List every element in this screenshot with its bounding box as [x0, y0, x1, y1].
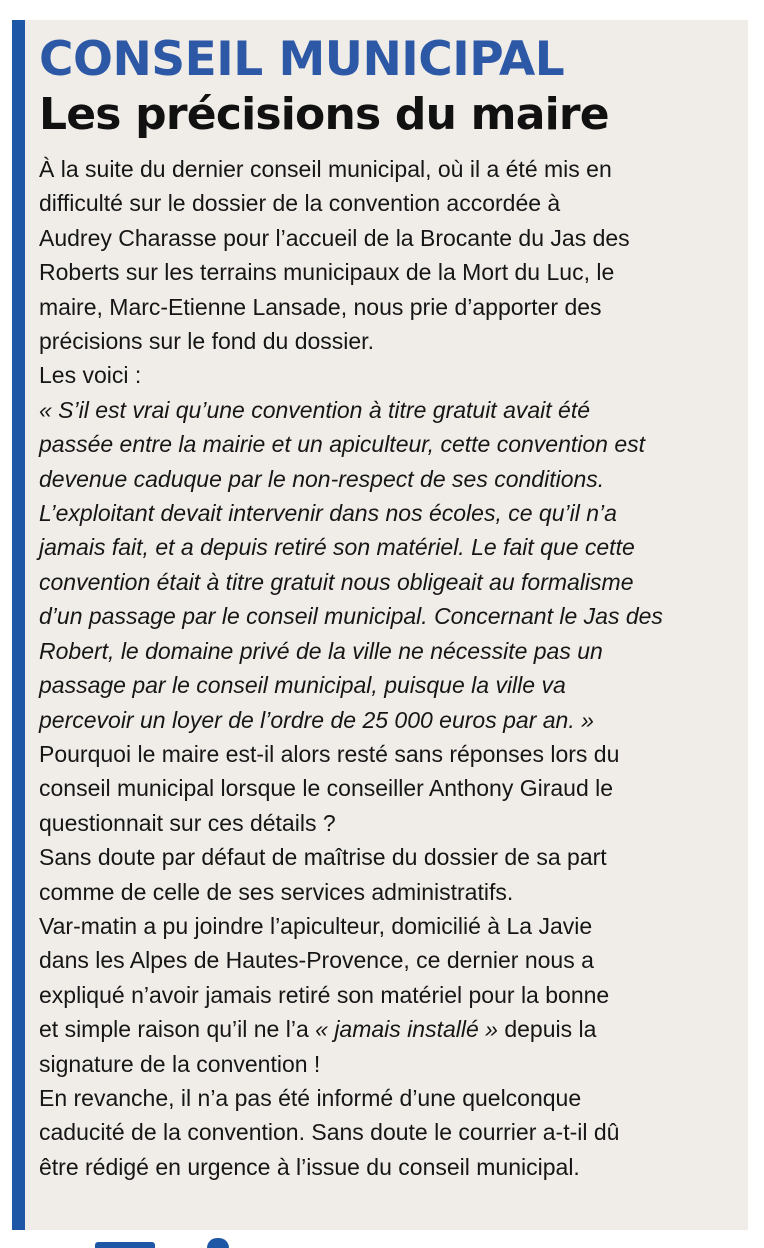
fragment-shape	[95, 1242, 155, 1248]
body-line: caducité de la convention. Sans doute le courrier a-t-il dû	[39, 1119, 620, 1146]
body-line: Sans doute par défaut de maîtrise du dossier de sa part	[39, 844, 607, 871]
body-line: Var-matin a pu joindre l’apiculteur, domicilié à La Javie	[39, 912, 593, 939]
next-article-fragment	[95, 1236, 245, 1248]
body-line: maire, Marc-Etienne Lansade, nous prie d’apporter des	[39, 293, 602, 320]
quote-line: passée entre la mairie et un apiculteur, cette convention est	[39, 431, 646, 458]
quote-line: passage par le conseil municipal, puisque la ville va	[39, 672, 566, 699]
quote-line: L’exploitant devait intervenir dans nos écoles, ce qu’il n’a	[39, 500, 617, 527]
body-line-mixed	[39, 1012, 722, 1046]
quote-line: Robert, le domaine privé de la ville ne nécessite pas un	[39, 637, 603, 664]
body-line: expliqué n’avoir jamais retiré son matériel pour la bonne	[39, 981, 610, 1008]
body-line: précisions sur le fond du dossier.	[39, 328, 374, 355]
body-line: comme de celle de ses services administratifs.	[39, 878, 514, 905]
article-headline: Les précisions du maire	[39, 89, 609, 140]
quote-line: jamais fait, et a depuis retiré son matériel. Le fait que cette	[39, 534, 635, 561]
quote-line: devenue caduque par le non-respect de ses conditions.	[39, 465, 605, 492]
body-line: En revanche, il n’a pas été informé d’une quelconque	[39, 1084, 582, 1111]
body-line: Roberts sur les terrains municipaux de la Mort du Luc, le	[39, 259, 615, 286]
inline-quote: « jamais installé »	[315, 1016, 498, 1043]
body-line: Pourquoi le maire est-il alors resté sans réponses lors du	[39, 740, 620, 767]
quote-line: d’un passage par le conseil municipal. Concernant le Jas des	[39, 603, 663, 630]
body-text: et simple raison qu’il ne l’a	[39, 1016, 316, 1043]
quote-line: percevoir un loyer de l’ordre de 25 000 euros par an. »	[39, 706, 594, 733]
article-box	[12, 20, 748, 1230]
body-line: Les voici :	[39, 362, 142, 389]
accent-bar	[12, 20, 25, 1230]
body-line: signature de la convention !	[39, 1050, 321, 1077]
body-line: conseil municipal lorsque le conseiller Anthony Giraud le	[39, 775, 614, 802]
fragment-shape	[207, 1238, 229, 1248]
body-line: difficulté sur le dossier de la convention accordée à	[39, 190, 561, 217]
body-line: À la suite du dernier conseil municipal, où il a été mis en	[39, 156, 612, 182]
body-line: être rédigé en urgence à l’issue du conseil municipal.	[39, 1153, 580, 1180]
body-line: dans les Alpes de Hautes-Provence, ce dernier nous a	[39, 947, 594, 974]
body-text: depuis la	[497, 1016, 597, 1043]
body-line: questionnait sur ces détails ?	[39, 809, 336, 836]
quote-line: « S’il est vrai qu’une convention à titre gratuit avait été	[39, 396, 591, 423]
body-line: Audrey Charasse pour l’accueil de la Brocante du Jas des	[39, 224, 630, 251]
quote-line: convention était à titre gratuit nous obligeait au formalisme	[39, 568, 634, 595]
section-kicker: CONSEIL MUNICIPAL	[39, 32, 565, 87]
article-body	[39, 152, 722, 1184]
